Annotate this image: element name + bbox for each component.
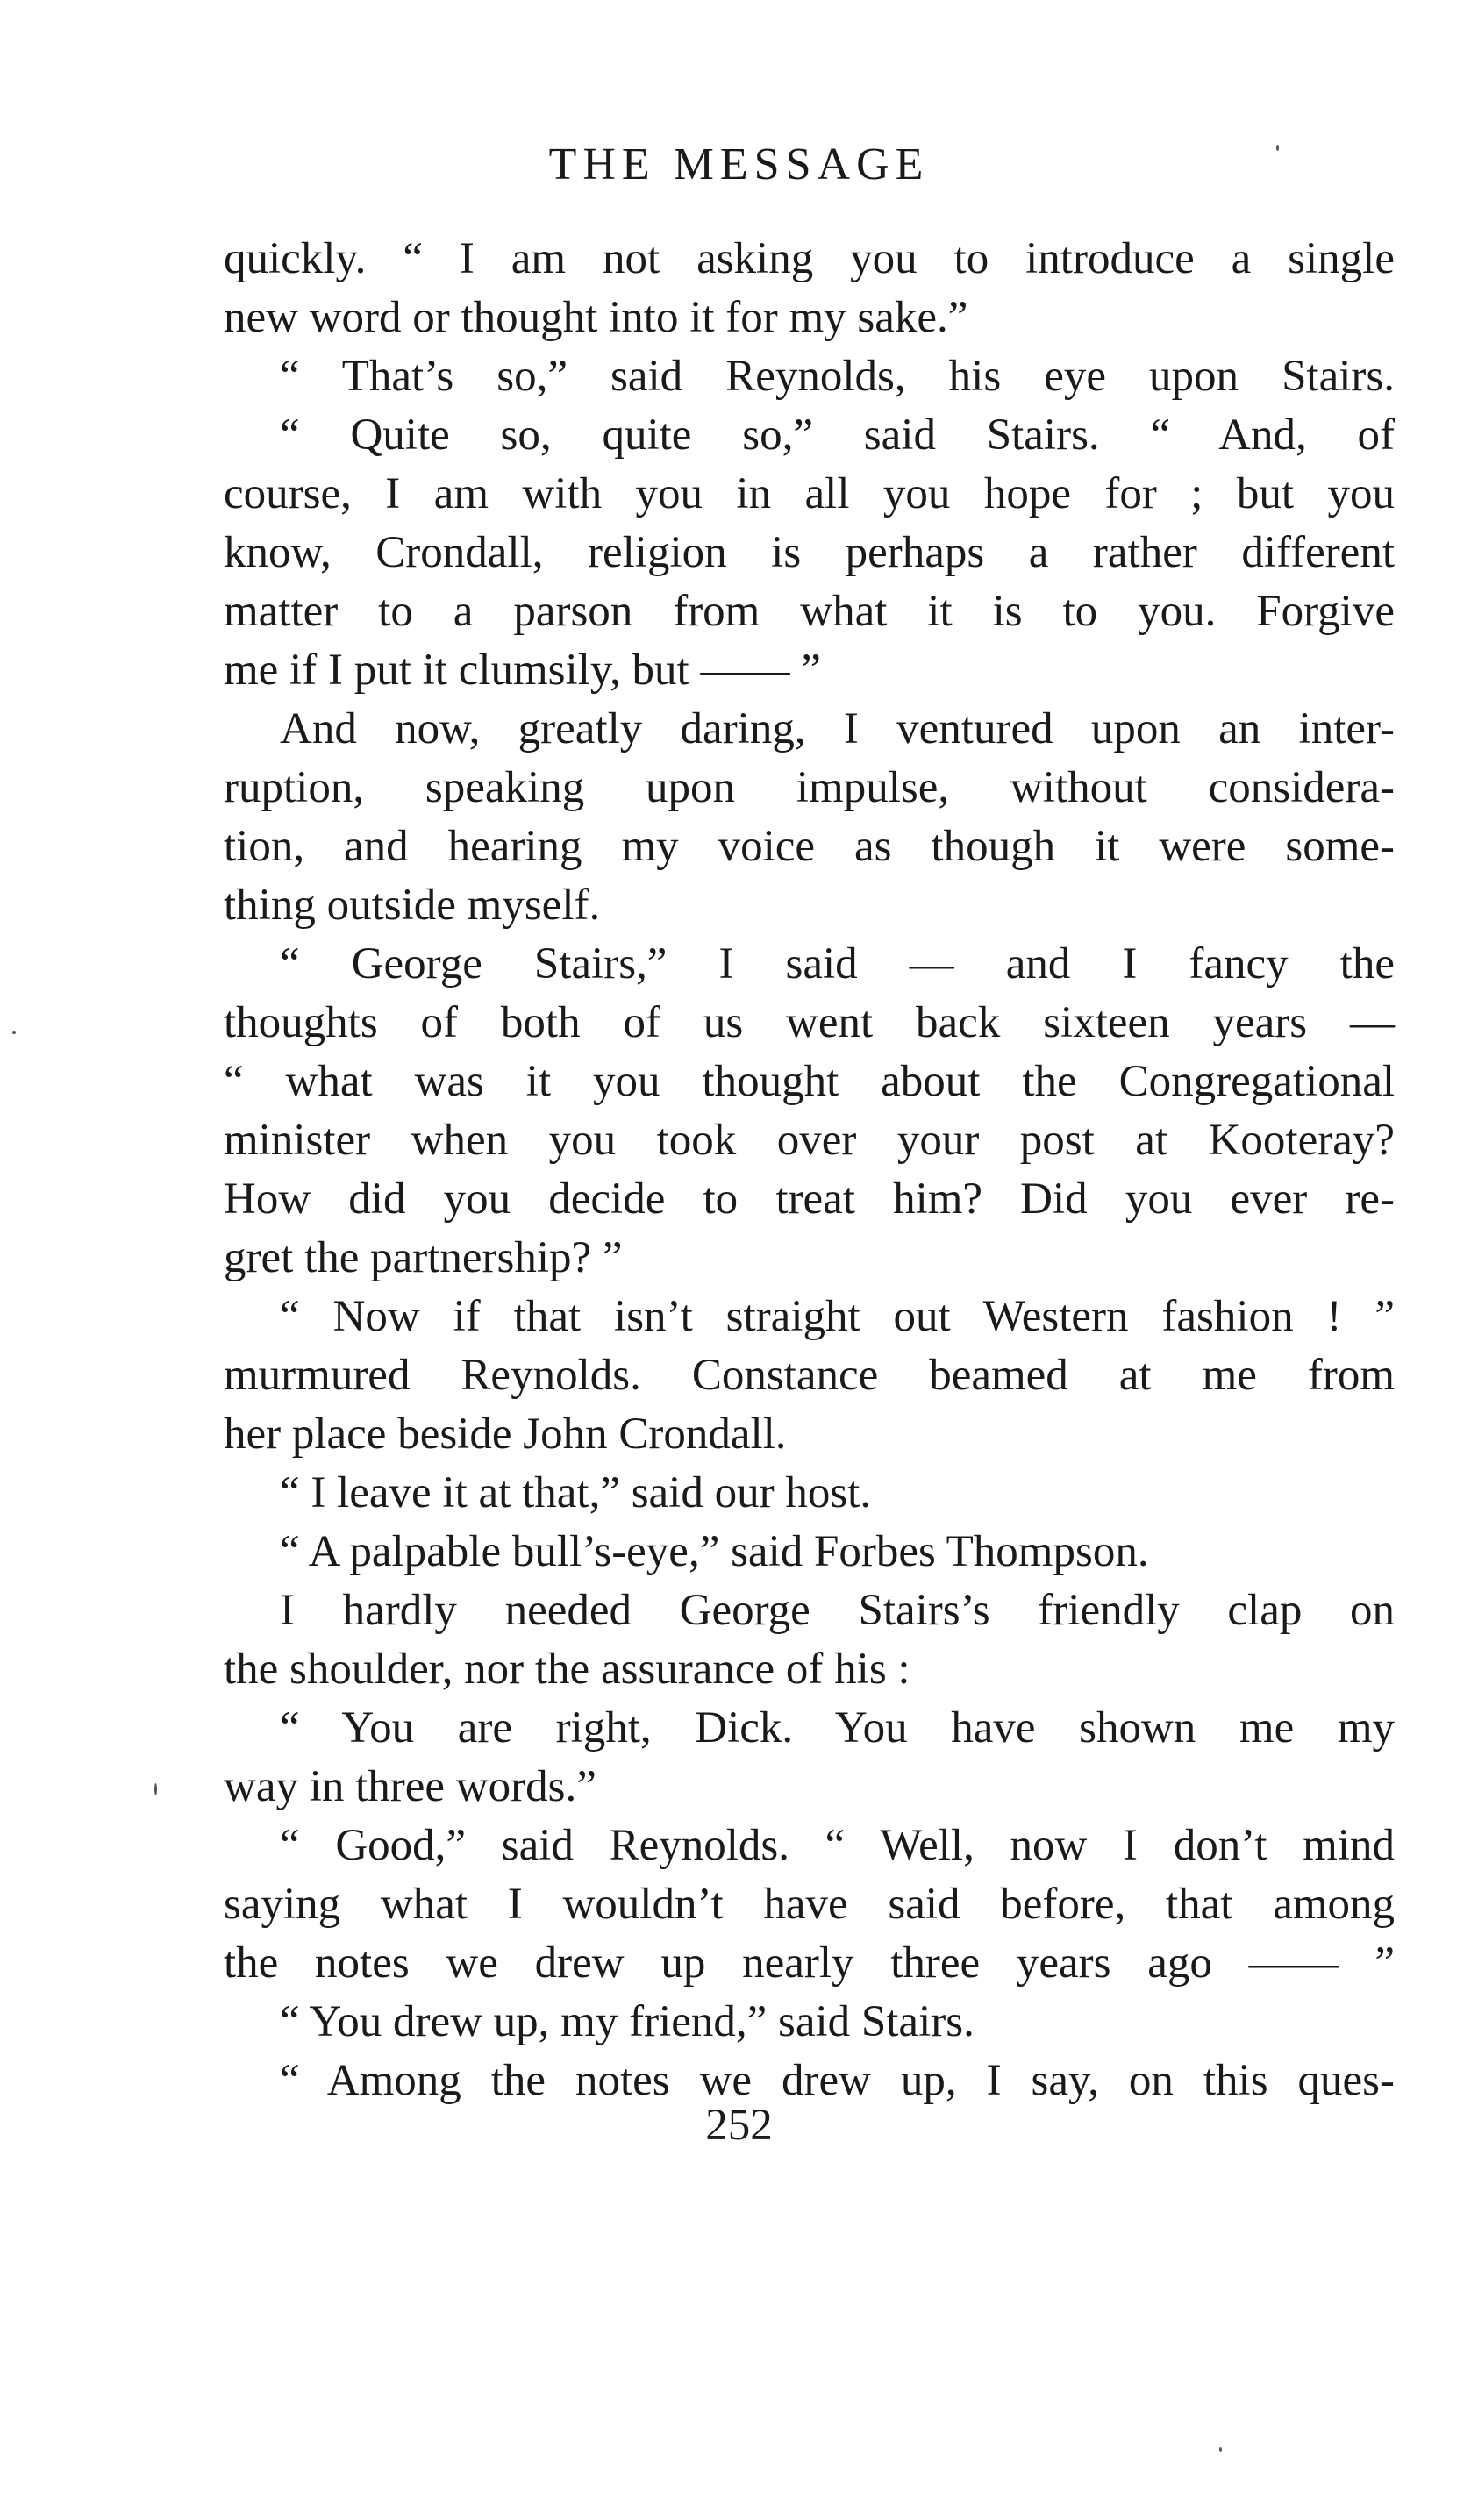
paper-speck <box>12 1031 16 1034</box>
text-line: know, Crondall, religion is perhaps a rather different <box>224 528 1395 577</box>
text-line: gret the partnership? ” <box>224 1233 623 1282</box>
text-line: “ Now if that isn’t straight out Western fashion ! ” <box>280 1292 1395 1341</box>
text-line: me if I put it clumsily, but —— ” <box>224 646 821 695</box>
text-line: saying what I wouldn’t have said before, that among <box>224 1880 1395 1929</box>
text-line: matter to a parson from what it is to you. Forgive <box>224 587 1395 636</box>
text-line: quickly. “ I am not asking you to introduce a single <box>224 234 1395 283</box>
text-line: “ what was it you thought about the Congregational <box>224 1057 1395 1106</box>
running-head: THE MESSAGE <box>548 139 930 189</box>
text-line: murmured Reynolds. Constance beamed at me from <box>224 1351 1395 1400</box>
body-text <box>224 230 1395 2110</box>
text-line: minister when you took over your post at Kooteray? <box>224 1116 1395 1165</box>
text-line: “ Quite so, quite so,” said Stairs. “ And, of <box>280 410 1395 460</box>
text-line: And now, greatly daring, I ventured upon an inter- <box>280 704 1395 753</box>
text-line: the notes we drew up nearly three years ago —— ” <box>224 1938 1395 1988</box>
text-line: her place beside John Crondall. <box>224 1410 787 1459</box>
text-line: I hardly needed George Stairs’s friendly clap on <box>280 1586 1395 1635</box>
page-number: 252 <box>705 2101 773 2150</box>
text-line: “ George Stairs,” I said — and I fancy the <box>280 939 1395 989</box>
text-line: “ A palpable bull’s-eye,” said Forbes Thompson. <box>280 1527 1149 1576</box>
text-line: thing outside myself. <box>224 881 601 930</box>
text-line: way in three words.” <box>224 1762 596 1811</box>
paper-speck <box>1276 145 1279 151</box>
text-line: course, I am with you in all you hope for ; but you <box>224 469 1395 518</box>
text-line: ruption, speaking upon impulse, without considera- <box>224 763 1395 812</box>
text-line: “ Among the notes we drew up, I say, on this ques- <box>280 2056 1395 2105</box>
text-line: tion, and hearing my voice as though it were some- <box>224 822 1395 871</box>
paper-speck <box>1219 2447 1222 2452</box>
text-line: How did you decide to treat him? Did you ever re- <box>224 1174 1395 1224</box>
text-line: thoughts of both of us went back sixteen years — <box>224 998 1395 1047</box>
text-line: new word or thought into it for my sake.” <box>224 293 968 342</box>
text-line: “ I leave it at that,” said our host. <box>280 1468 872 1517</box>
paper-speck <box>154 1783 157 1795</box>
text-line: “ That’s so,” said Reynolds, his eye upon Stairs. <box>280 352 1395 401</box>
text-line: “ You drew up, my friend,” said Stairs. <box>280 1997 975 2046</box>
text-line: the shoulder, nor the assurance of his : <box>224 1645 910 1694</box>
text-line: “ You are right, Dick. You have shown me my <box>280 1703 1395 1753</box>
text-line: “ Good,” said Reynolds. “ Well, now I don’t mind <box>280 1821 1395 1870</box>
